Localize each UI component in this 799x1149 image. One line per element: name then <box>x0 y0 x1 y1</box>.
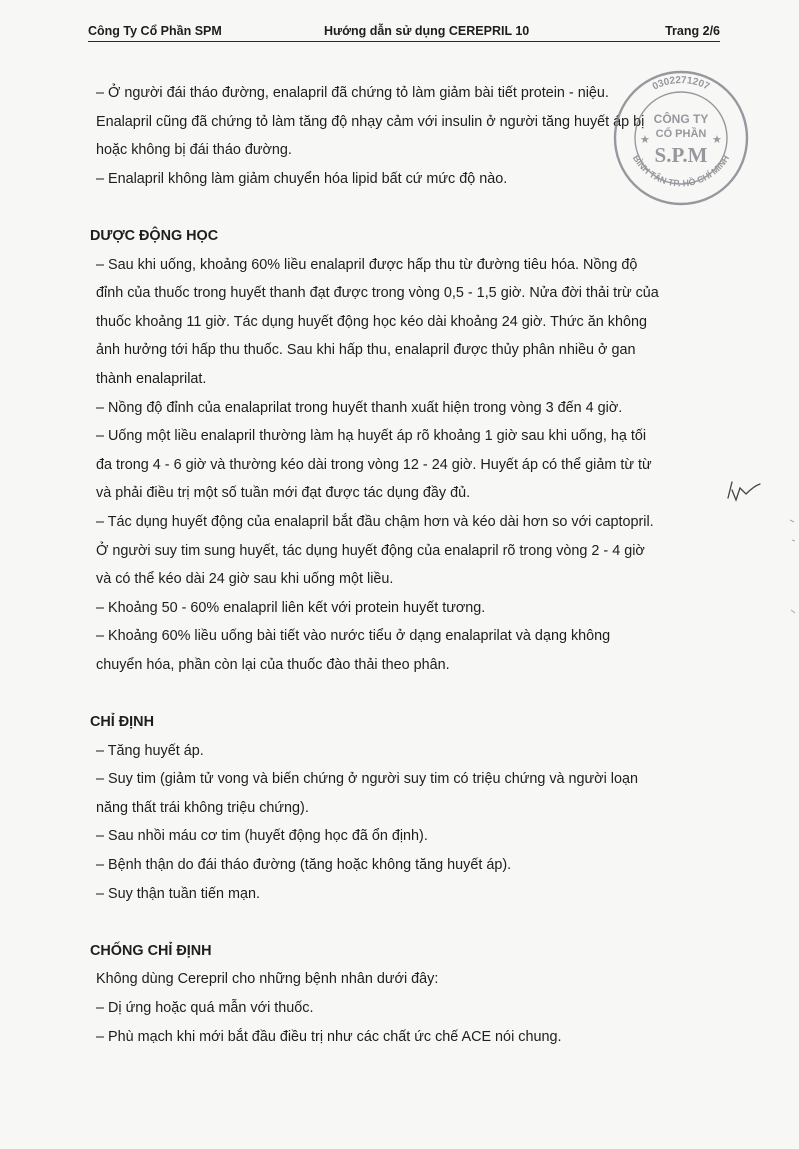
body-line: – Phù mạch khi mới bắt đầu điều trị như các chất ức chế ACE nói chung. <box>96 1028 562 1045</box>
body-line: – Enalapril không làm giảm chuyển hóa lipid bất cứ mức độ nào. <box>96 170 508 187</box>
body-line: Enalapril cũng đã chứng tỏ làm tăng độ nhạy cảm với insulin ở người tăng huyết áp bị <box>96 113 645 130</box>
body-line: – Khoảng 60% liều uống bài tiết vào nước tiểu ở dạng enalaprilat và dạng không <box>96 628 611 645</box>
body-line: – Ở người đái tháo đường, enalapril đã chứng tỏ làm giảm bài tiết protein - niệu. <box>96 85 609 101</box>
section-title-indications: CHỈ ĐỊNH <box>90 714 154 731</box>
body-line: và có thể kéo dài 24 giờ sau khi uống một liều. <box>96 571 394 588</box>
page-number: Trang 2/6 <box>665 24 720 38</box>
body-line: và phải điều trị một số tuần mới đạt được tác dụng đầy đủ. <box>96 485 471 502</box>
company-seal-stamp <box>606 68 756 208</box>
body-line: – Dị ứng hoặc quá mẫn với thuốc. <box>96 1000 314 1016</box>
stamp-number: 0302271207 <box>650 74 712 93</box>
body-line: đa trong 4 - 6 giờ và thường kéo dài trong vòng 12 - 24 giờ. Huyết áp có thể giảm từ từ <box>96 456 652 473</box>
body-line: Ở người suy tim sung huyết, tác dụng huyết động của enalapril rõ trong vòng 2 - 4 giờ <box>96 542 645 559</box>
document-title: Hướng dẫn sử dụng CEREPRIL 10 <box>324 24 530 38</box>
body-line: – Sau nhồi máu cơ tim (huyết động học đã ổn định). <box>96 828 428 845</box>
svg-text:0302271207 <box>651 75 712 93</box>
initials-signature-mark <box>724 476 764 506</box>
body-line: – Suy tim (giảm tử vong và biến chứng ở người suy tim có triệu chứng và người loạn <box>96 771 639 788</box>
stamp-line2: CỔ PHẦN <box>655 128 707 140</box>
stamp-location: BÌNH TÂN TP. HỒ CHÍ MINH <box>630 153 732 189</box>
body-line: – Tăng huyết áp. <box>96 742 204 759</box>
body-line: – Tác dụng huyết động của enalapril bắt đầu chậm hơn và kéo dài hơn so với captopril. <box>96 513 654 530</box>
page-header <box>88 22 720 42</box>
section-title-contraindications: CHỐNG CHỈ ĐỊNH <box>90 942 212 959</box>
svg-text:★: ★ <box>712 134 722 146</box>
document-body <box>90 79 756 1051</box>
body-line: – Bệnh thận do đái tháo đường (tăng hoặc không tăng huyết áp). <box>96 857 512 874</box>
body-line: hoặc không bị đái tháo đường. <box>96 142 292 159</box>
body-line: ảnh hưởng tới hấp thu thuốc. Sau khi hấp thu, enalapril được thủy phân nhiều ở gan <box>96 342 636 359</box>
body-line: thuốc khoảng 11 giờ. Tác dụng huyết động học kéo dài khoảng 24 giờ. Thức ăn không <box>96 313 647 330</box>
svg-text:★: ★ <box>640 134 650 146</box>
stamp-line1: CÔNG TY <box>653 112 709 126</box>
body-line: năng thất trái không triệu chứng). <box>96 799 309 816</box>
stamp-name: S.P.M <box>654 143 708 167</box>
body-line: đỉnh của thuốc trong huyết thanh đạt được trong vòng 0,5 - 1,5 giờ. Nửa đời thải trừ của <box>96 285 659 302</box>
body-line: – Nồng độ đỉnh của enalaprilat trong huyết thanh xuất hiện trong vòng 3 đến 4 giờ. <box>96 399 623 416</box>
body-line: thành enalaprilat. <box>96 370 207 387</box>
body-line: – Suy thận tuần tiến mạn. <box>96 885 261 902</box>
section-title-pharmacokinetics: DƯỢC ĐỘNG HỌC <box>90 227 219 244</box>
body-line: – Sau khi uống, khoảng 60% liều enalapril được hấp thu từ đường tiêu hóa. Nồng độ <box>96 256 638 273</box>
body-line: – Khoảng 50 - 60% enalapril liên kết với protein huyết tương. <box>96 599 486 616</box>
body-line: Không dùng Cerepril cho những bệnh nhân dưới đây: <box>96 971 439 988</box>
body-line: chuyển hóa, phần còn lại của thuốc đào thải theo phân. <box>96 656 450 673</box>
body-line: – Uống một liều enalapril thường làm hạ huyết áp rõ khoảng 1 giờ sau khi uống, hạ tối <box>96 428 647 445</box>
paper-edge-marks <box>780 510 799 640</box>
company-name: Công Ty Cổ Phần SPM <box>88 24 222 38</box>
